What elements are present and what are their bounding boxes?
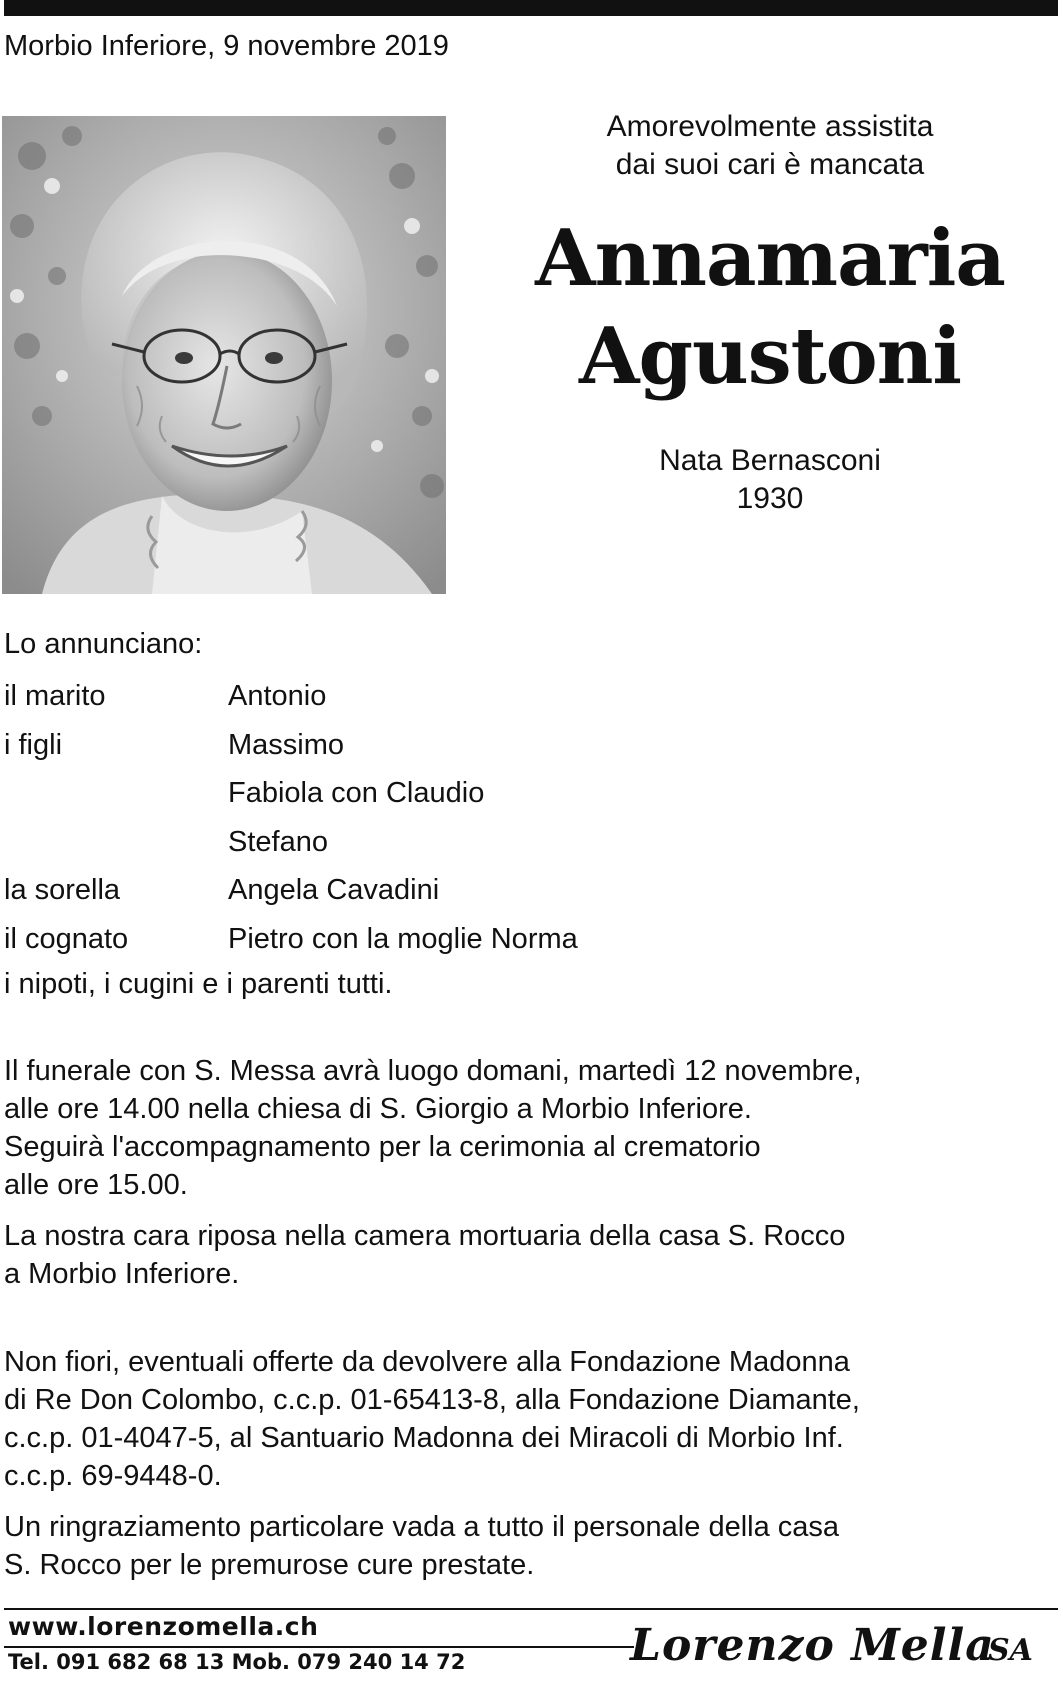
maiden-name: Nata Bernasconi	[659, 444, 881, 477]
portrait-photo	[2, 116, 446, 594]
funeral-line: Seguirà l'accompagnamento per la cerimonia al crematorio	[4, 1131, 761, 1163]
dateline: Morbio Inferiore, 9 novembre 2019	[4, 30, 449, 62]
birth-year: 1930	[736, 482, 804, 515]
company-logo	[626, 1610, 1056, 1680]
intro-line-1: Amorevolmente assistita	[606, 110, 934, 143]
rest-paragraph	[4, 1217, 845, 1293]
donations-paragraph	[4, 1343, 860, 1495]
family-relation: i figli	[4, 728, 63, 761]
phone-numbers: Tel. 091 682 68 13 Mob. 079 240 14 72	[8, 1650, 466, 1674]
family-tail: i nipoti, i cugini e i parenti tutti.	[4, 968, 393, 1000]
family-relation: il marito	[4, 680, 106, 712]
intro-line-2: dai suoi cari è mancata	[615, 148, 925, 181]
first-name: Annamaria	[535, 213, 1005, 304]
last-name: Agustoni	[578, 311, 962, 402]
family-names: Antonio	[228, 680, 327, 712]
family-relation: il cognato	[4, 922, 129, 955]
donations-line: Non fiori, eventuali offerte da devolvere alla Fondazione Madonna	[4, 1346, 850, 1378]
thanks-line: S. Rocco per le premurose cure prestate.	[4, 1549, 535, 1581]
funeral-paragraph	[4, 1052, 862, 1204]
family-names: Fabiola con Claudio	[228, 777, 485, 810]
svg-text:Lorenzo Mella: Lorenzo Mella	[630, 1620, 995, 1671]
donations-line: c.c.p. 69-9448-0.	[4, 1460, 222, 1492]
donations-line: di Re Don Colombo, c.c.p. 01-65413-8, alla Fondazione Diamante,	[4, 1384, 860, 1416]
funeral-line: Il funerale con S. Messa avrà luogo domani, martedì 12 novembre,	[4, 1055, 862, 1087]
family-relation: la sorella	[4, 874, 121, 907]
website-link[interactable]: www.lorenzomella.ch	[8, 1612, 319, 1641]
family-names: Massimo	[228, 728, 345, 761]
family-names: Stefano	[228, 825, 328, 858]
rest-line: a Morbio Inferiore.	[4, 1258, 240, 1290]
announce-heading: Lo annunciano:	[4, 628, 203, 660]
deceased-name	[470, 210, 1063, 406]
intro-text	[500, 108, 1040, 184]
thanks-paragraph	[4, 1508, 839, 1584]
top-rule	[4, 0, 1058, 16]
thanks-line: Un ringraziamento particolare vada a tutto il personale della casa	[4, 1511, 840, 1543]
birth-info	[500, 442, 1040, 518]
website-underline	[4, 1646, 634, 1648]
rest-line: La nostra cara riposa nella camera mortuaria della casa S. Rocco	[4, 1220, 846, 1252]
funeral-line: alle ore 14.00 nella chiesa di S. Giorgio a Morbio Inferiore.	[4, 1093, 752, 1125]
svg-text:SA: SA	[988, 1633, 1033, 1668]
donations-line: c.c.p. 01-4047-5, al Santuario Madonna dei Miracoli di Morbio Inf.	[4, 1422, 844, 1454]
funeral-line: alle ore 15.00.	[4, 1169, 188, 1201]
family-names: Angela Cavadini	[228, 874, 440, 907]
family-names: Pietro con la moglie Norma	[228, 922, 578, 955]
